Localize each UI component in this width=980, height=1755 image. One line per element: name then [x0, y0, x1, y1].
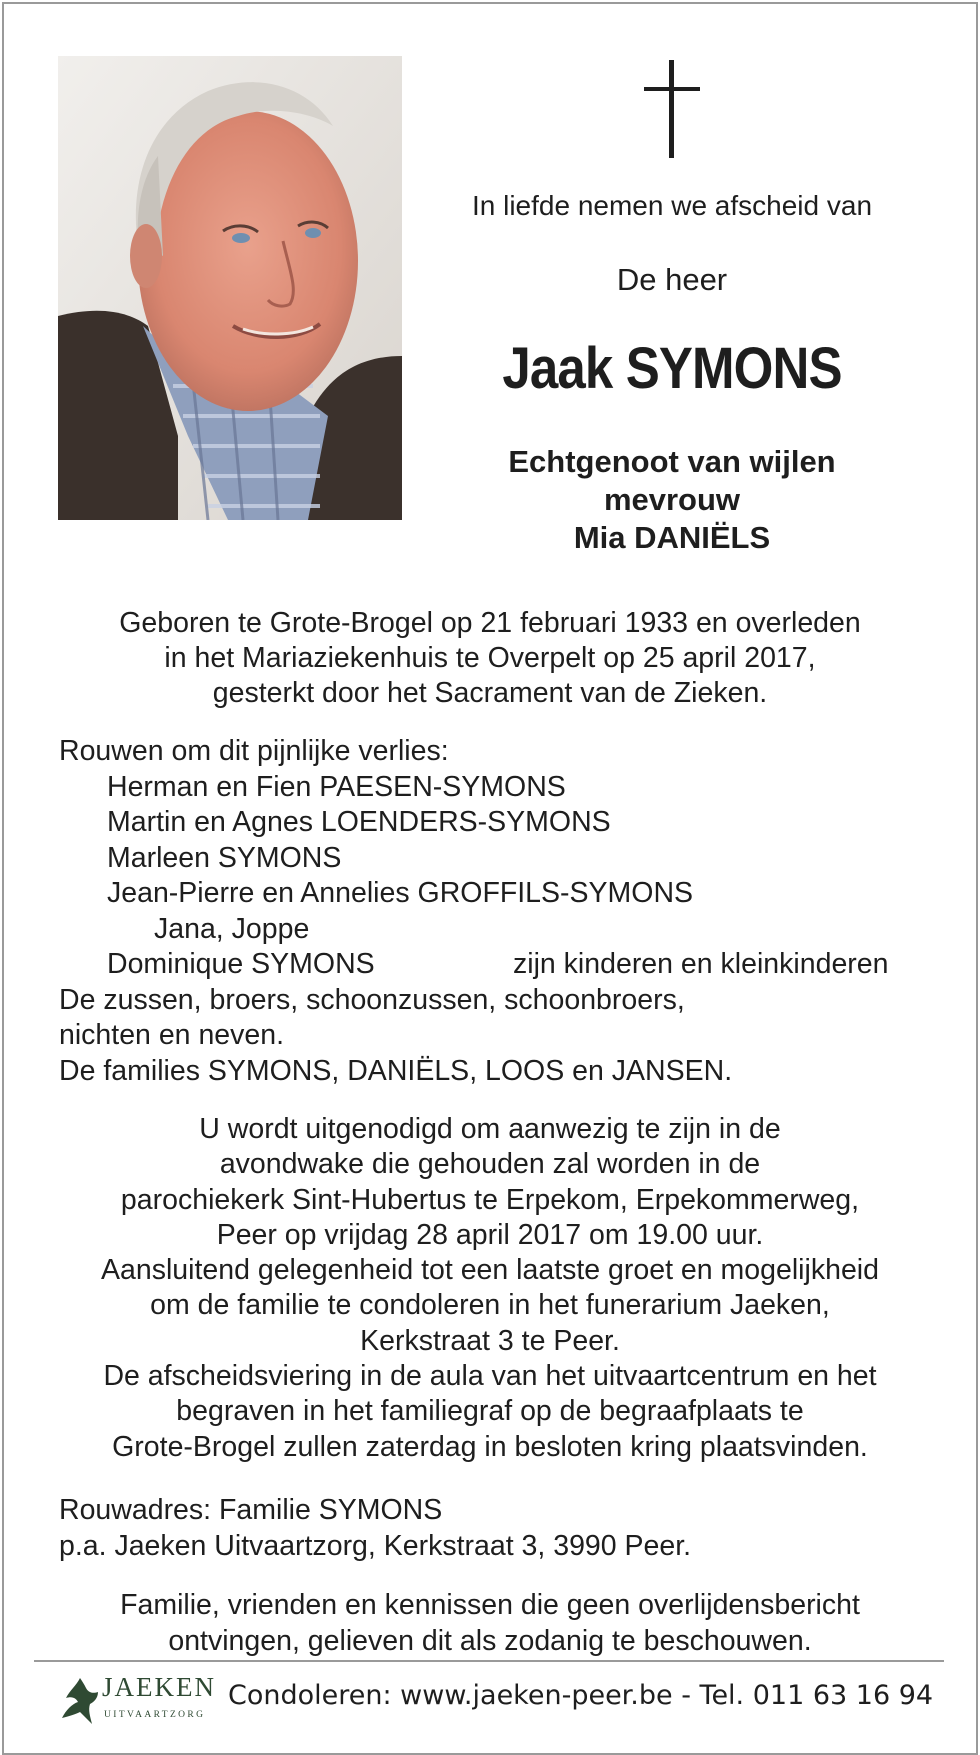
child-entry: Marleen SYMONS	[107, 841, 342, 874]
families-line: De families SYMONS, DANIËLS, LOOS en JANSEN.	[59, 1054, 733, 1087]
relatives-line: De zussen, broers, schoonzussen, schoonbroers,	[59, 983, 685, 1016]
text-line: Peer op vrijdag 28 april 2017 om 19.00 uur.	[216, 1218, 764, 1251]
mourners-list	[59, 734, 929, 1089]
closing-notice	[40, 1587, 940, 1659]
birth-death-info	[40, 606, 940, 711]
text-line: De afscheidsviering in de aula van het uitvaartcentrum en het	[103, 1360, 877, 1393]
condolence-contact: Condoleren: www.jaeken-peer.be - Tel. 011 63 16 94	[228, 1680, 934, 1711]
spouse-info	[440, 443, 904, 557]
portrait-photo	[58, 56, 402, 520]
children-label: zijn kinderen en kleinkinderen	[513, 948, 889, 980]
address-line: Rouwadres: Familie SYMONS	[59, 1494, 443, 1526]
cross-icon	[640, 60, 704, 160]
child-entry: Herman en Fien PAESEN-SYMONS	[107, 770, 566, 803]
footer-divider	[34, 1660, 944, 1662]
logo-subtitle: UITVAARTZORG	[104, 1710, 206, 1720]
deceased-name: Jaak SYMONS	[502, 336, 842, 401]
relatives-line: nichten en neven.	[59, 1019, 285, 1051]
jaeken-logo	[60, 1672, 220, 1732]
text-line: Grote-Brogel zullen zaterdag in besloten kring plaatsvinden.	[112, 1430, 868, 1463]
text-line: ontvingen, gelieven dit als zodanig te beschouwen.	[168, 1625, 812, 1657]
text-line: om de familie te condoleren in het funerarium Jaeken,	[150, 1289, 830, 1322]
text-line: Geboren te Grote-Brogel op 21 februari 1933 en overleden	[119, 607, 861, 639]
dove-icon	[60, 1676, 100, 1726]
text-line: Aansluitend gelegenheid tot een laatste groet en mogelijkheid	[101, 1254, 879, 1287]
mourners-heading: Rouwen om dit pijnlijke verlies:	[59, 735, 449, 767]
child-name: Dominique SYMONS	[107, 948, 375, 980]
text-line: Familie, vrienden en kennissen die geen overlijdensbericht	[120, 1589, 860, 1621]
mourning-address	[59, 1492, 691, 1564]
spouse-line: Mia DANIËLS	[573, 520, 771, 555]
text-line: parochiekerk Sint-Hubertus te Erpekom, Erpekommerweg,	[120, 1183, 860, 1216]
text-line: Kerkstraat 3 te Peer.	[360, 1324, 620, 1357]
text-line: U wordt uitgenodigd om aanwezig te zijn in de	[199, 1113, 781, 1145]
grandchildren-entry: Jana, Joppe	[154, 912, 310, 945]
text-line: in het Mariaziekenhuis te Overpelt op 25 april 2017,	[164, 642, 816, 674]
text-line: gesterkt door het Sacrament van de Zieken.	[212, 677, 768, 709]
child-entry: Jean-Pierre en Annelies GROFFILS-SYMONS	[107, 877, 694, 909]
honorific: De heer	[616, 262, 728, 297]
logo-name: JAEKEN	[102, 1672, 216, 1702]
intro-text: In liefde nemen we afscheid van	[471, 190, 873, 221]
spouse-line: mevrouw	[603, 482, 741, 517]
text-line: avondwake die gehouden zal worden in de	[219, 1148, 761, 1181]
invitation-text	[40, 1112, 940, 1465]
spouse-line: Echtgenoot van wijlen	[508, 444, 836, 479]
text-line: begraven in het familiegraf op de begraafplaats te	[176, 1395, 804, 1428]
child-entry-last	[59, 947, 929, 983]
address-line: p.a. Jaeken Uitvaartzorg, Kerkstraat 3, 3990 Peer.	[59, 1530, 692, 1562]
child-entry: Martin en Agnes LOENDERS-SYMONS	[107, 806, 611, 838]
